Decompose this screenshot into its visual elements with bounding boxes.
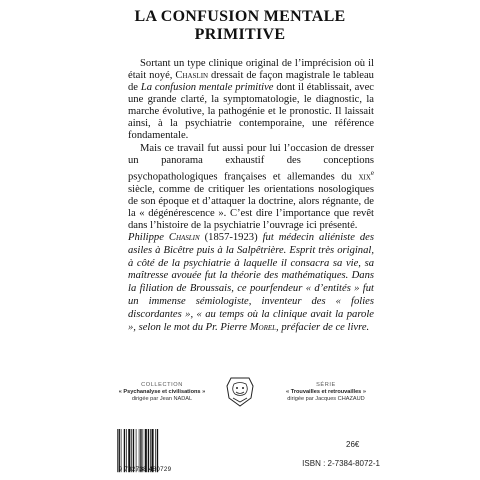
harmattan-emblem-icon bbox=[225, 376, 255, 408]
p2-century: xix bbox=[358, 171, 371, 183]
p2-text-b: siècle, comme de critiquer les orientations nosologiques de son époque et d’attaquer la doctrine, alors régnante, de la « dégénérescence ». C’est dire l’importance que revêt dans l’histoire de la psychiatrie l’ouvrage ici présenté. bbox=[128, 183, 374, 231]
isbn: ISBN : 2-7384-8072-1 bbox=[302, 459, 380, 468]
p1-author-name: Chaslin bbox=[175, 70, 209, 81]
p1-text-a: Sortant un type clinique original de l’imprécision où il était noyé, bbox=[128, 58, 374, 81]
bio-morel: Morel bbox=[249, 321, 277, 333]
title-line-2: PRIMITIVE bbox=[194, 26, 286, 43]
series-director: dirigée par Jacques CHAZAUD bbox=[287, 396, 365, 402]
barcode-digits: 9 782738 480729 bbox=[118, 466, 172, 473]
p1-book-title: La confusion mentale primitive bbox=[140, 82, 274, 93]
p2-text-a: Mais ce travail fut aussi pour lui l’occasion de dresser un panorama exhaustif des conceptions psychopathologiques françaises et allemandes du bbox=[128, 143, 374, 183]
summary-paragraph-1 bbox=[128, 58, 374, 142]
author-bio bbox=[128, 232, 374, 334]
collection-name: « Psychanalyse et civilisations » bbox=[118, 389, 206, 395]
p1-text-c: dont il établissait, avec une grande clarté, la symptomatologie, le diagnostic, la marche évolutive, la pathogénie et le pronostic. Il laissait ainsi, à la psychiatrie contemporaine, une référence fondamentale. bbox=[128, 82, 374, 141]
collection-left bbox=[92, 382, 232, 403]
p1-text-b: dressait de façon magistrale le tableau de bbox=[128, 70, 374, 93]
series-label: SÉRIE bbox=[316, 382, 336, 388]
bio-text-b: , préfacier de ce livre. bbox=[276, 321, 370, 333]
summary-paragraph-2 bbox=[128, 143, 374, 232]
series-name: « Trouvailles et retrouvailles » bbox=[286, 389, 366, 395]
price: 26€ bbox=[346, 440, 360, 449]
title-line-1: LA CONFUSION MENTALE bbox=[134, 8, 346, 25]
bio-first-name: Philippe bbox=[128, 232, 169, 243]
book-title bbox=[0, 8, 480, 44]
bio-last-name: Chaslin bbox=[168, 232, 200, 243]
p2-century-sup: e bbox=[370, 169, 374, 177]
collection-right bbox=[256, 382, 396, 403]
bio-dates: (1857-1923) bbox=[199, 232, 263, 243]
bio-text-a: fut médecin aliéniste des asiles à Bicêtre puis à la Salpêtrière. Esprit très original, à côté de la psychiatrie à laquelle il consacra sa vie, sa maîtresse avouée fut la théorie des mathématiques. Dans la filiation de Broussais, ce pourfendeur « d’entités » fut un immense sémiologiste, inventeur des « folies discordantes », « au temps où la clinique avait la parole », selon le mot du Pr. Pierre bbox=[128, 232, 375, 333]
collection-director: dirigée par Jean NADAL bbox=[131, 396, 193, 402]
collection-label: COLLECTION bbox=[141, 382, 183, 388]
